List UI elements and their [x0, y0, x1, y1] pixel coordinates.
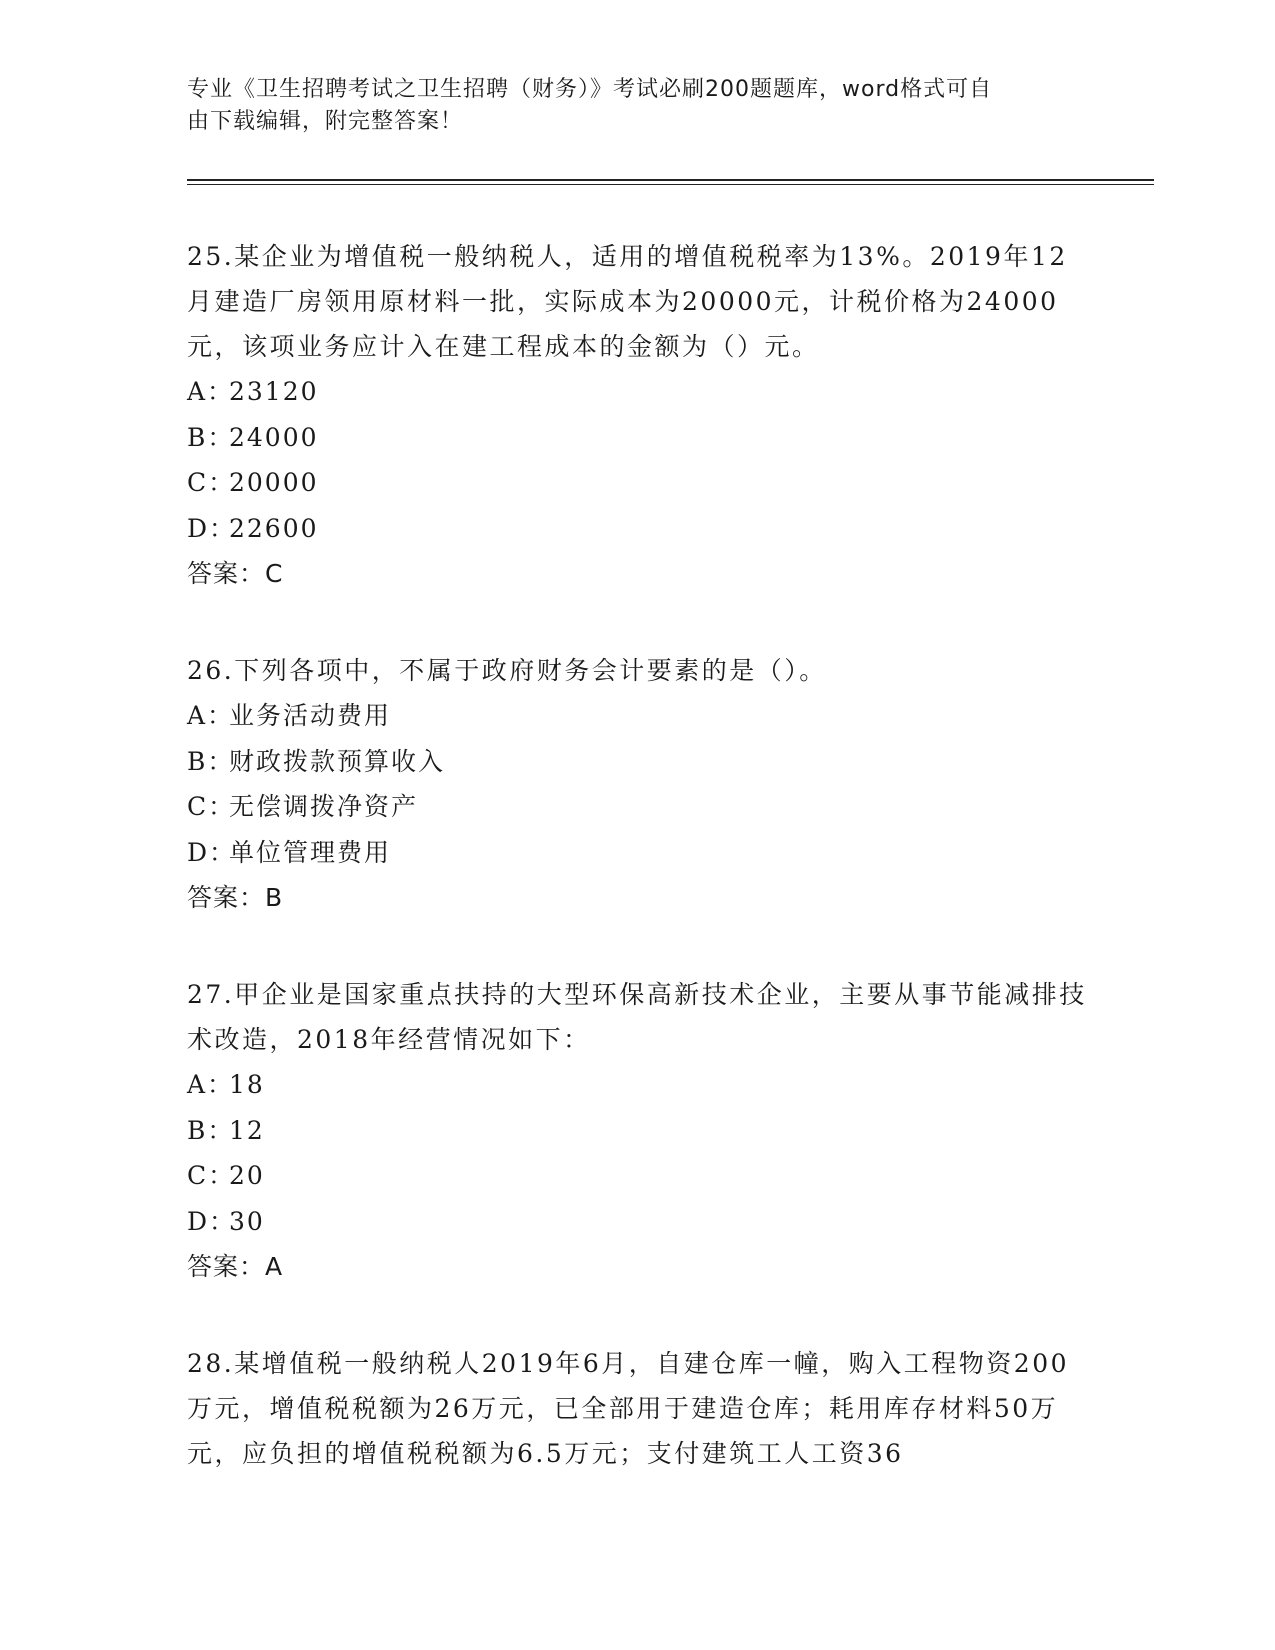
- question-28: [187, 1341, 1087, 1476]
- option-c: [187, 460, 1087, 506]
- option-value: 12: [229, 1115, 265, 1145]
- header-line-2: 由下载编辑，附完整答案！: [187, 109, 464, 134]
- question-text: 27.甲企业是国家重点扶持的大型环保高新技术企业，主要从事节能减排技术改造，2018年经营情况如下：: [187, 980, 1087, 1054]
- option-letter: C：: [187, 468, 236, 497]
- option-letter: B：: [187, 746, 235, 776]
- option-d: [187, 830, 1087, 876]
- answer-line: 答案：A: [187, 1252, 284, 1281]
- option-letter: A：: [187, 701, 235, 730]
- option-letter: B：: [187, 1115, 235, 1145]
- option-value: 22600: [229, 513, 319, 543]
- answer-line: 答案：C: [187, 559, 284, 588]
- option-value: 无偿调拨净资产: [229, 792, 419, 821]
- option-value: 18: [229, 1070, 265, 1099]
- option-letter: A：: [187, 1070, 235, 1099]
- option-letter: D：: [187, 513, 237, 543]
- option-value: 20: [229, 1161, 265, 1190]
- option-value: 20000: [229, 468, 319, 497]
- option-d: [187, 1199, 1087, 1245]
- header-divider-thick: [187, 179, 1154, 181]
- option-c: [187, 784, 1087, 830]
- question-text: 26.下列各项中，不属于政府财务会计要素的是（）。: [187, 656, 827, 685]
- option-letter: B：: [187, 422, 235, 452]
- document-header: [187, 74, 1087, 138]
- option-letter: D：: [187, 837, 237, 867]
- option-d: [187, 506, 1087, 552]
- option-c: [187, 1153, 1087, 1199]
- header-line-1: 专业《卫生招聘考试之卫生招聘（财务）》考试必刷200题题库，word格式可自: [187, 77, 993, 102]
- option-a: [187, 1062, 1087, 1108]
- option-b: [187, 1108, 1087, 1154]
- option-value: 财政拨款预算收入: [229, 746, 446, 776]
- option-letter: C：: [187, 792, 236, 821]
- option-value: 23120: [229, 377, 319, 406]
- question-text: 28.某增值税一般纳税人2019年6月，自建仓库一幢，购入工程物资200万元，增值税税额为26万元，已全部用于建造仓库；耗用库存材料50万元，应负担的增值税税额为6.5万元；支付建筑工人工资36: [187, 1349, 1070, 1468]
- header-divider-thin: [187, 184, 1154, 185]
- option-value: 24000: [229, 422, 319, 452]
- question-25: [187, 234, 1087, 596]
- option-letter: D：: [187, 1206, 237, 1236]
- question-list: [187, 234, 1087, 1528]
- option-value: 单位管理费用: [229, 837, 392, 867]
- question-27: [187, 972, 1087, 1289]
- option-value: 业务活动费用: [229, 701, 392, 730]
- question-text: 25.某企业为增值税一般纳税人，适用的增值税税率为13%。2019年12月建造厂房领用原材料一批，实际成本为20000元，计税价格为24000元，该项业务应计入在建工程成本的金额为（）元。: [187, 242, 1068, 361]
- option-b: [187, 415, 1087, 461]
- option-b: [187, 739, 1087, 785]
- option-letter: C：: [187, 1161, 236, 1190]
- answer-line: 答案：B: [187, 883, 284, 912]
- question-26: [187, 648, 1087, 920]
- option-value: 30: [229, 1206, 265, 1236]
- option-a: [187, 369, 1087, 415]
- option-a: [187, 693, 1087, 739]
- option-letter: A：: [187, 377, 235, 406]
